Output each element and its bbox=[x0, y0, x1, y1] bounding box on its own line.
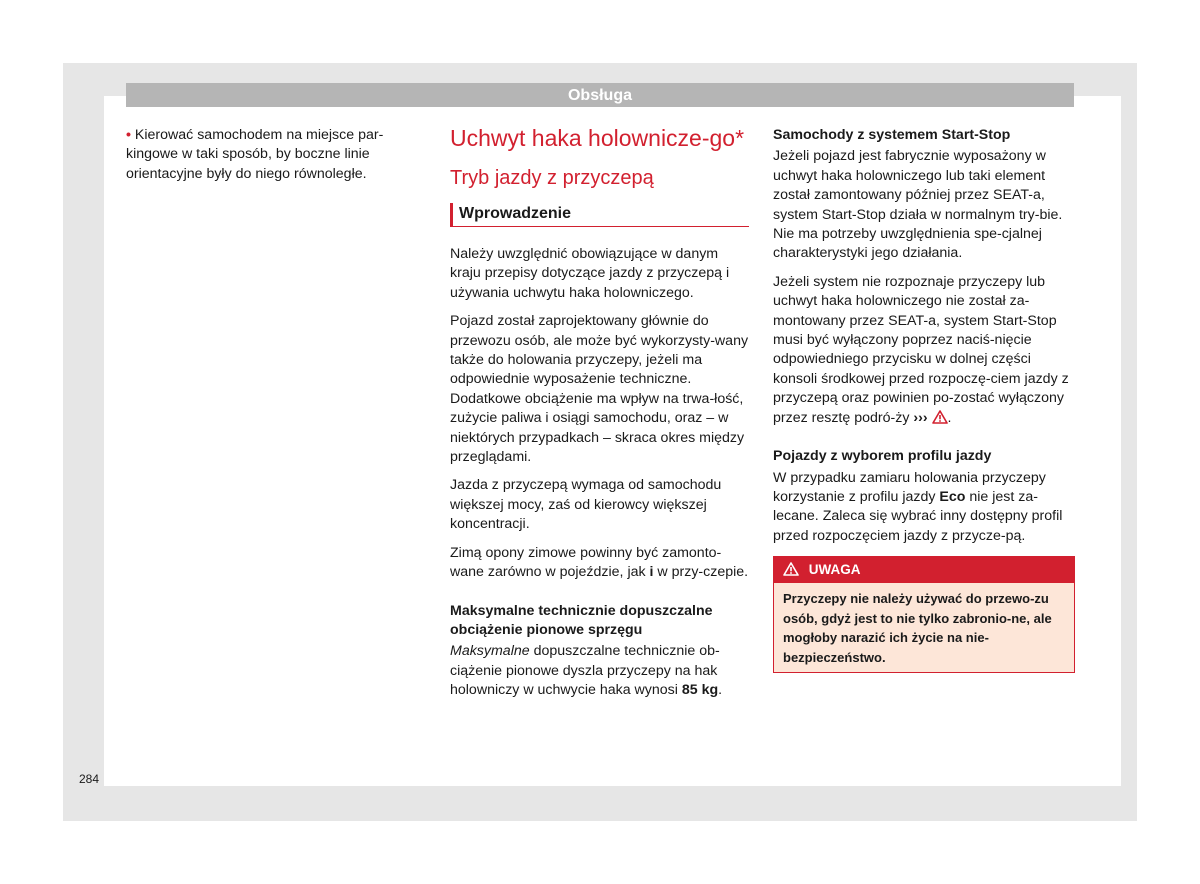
paragraph: Jazda z przyczepą wymaga od samochodu większej mocy, zaś od kierowcy większej koncentracji. bbox=[450, 477, 722, 533]
paragraph-text: w przy-czepie. bbox=[653, 564, 749, 581]
paragraph: Jeżeli pojazd jest fabrycznie wyposażony w uchwyt haka holowniczego lub taki element został zamontowany później przez SEAT-a, system Start-Stop działa w normalnym try-bie. Nie ma potrzeby uwzględnienia spe-cjalnej charakterystyki jego działania. bbox=[773, 148, 1063, 262]
bold-text: Eco bbox=[939, 488, 966, 505]
paragraph-text: nie jest za-lecane. Zaleca się wybrać inny dostępny profil przed rozpoczęciem jazdy z przycze-pą. bbox=[773, 488, 1063, 544]
column-right bbox=[773, 126, 1075, 673]
paragraph bbox=[773, 469, 1075, 547]
paragraph-text: dopuszczalne technicznie ob-ciążenie pionowe dyszla przyczepy na hak holowniczy w uchwycie haka wynosi bbox=[450, 643, 720, 699]
bullet-item bbox=[126, 126, 416, 184]
italic-text: Maksymalne bbox=[450, 643, 530, 660]
paragraph-text: . bbox=[718, 682, 723, 699]
page-number: 284 bbox=[79, 772, 100, 786]
bold-text: 85 kg bbox=[681, 682, 719, 699]
warning-text: Przyczepy nie należy używać do przewo-zu osób, gdyż jest to nie tylko zabronio-ne, ale mogłoby narazić ich życie na nie-bezpieczeństwo. bbox=[774, 583, 1074, 672]
subheading: Pojazdy z wyborem profilu jazdy bbox=[773, 448, 992, 465]
warning-box bbox=[773, 556, 1075, 673]
section-header-bar: Obsługa bbox=[126, 83, 1074, 107]
cross-reference-arrows[interactable]: ››› bbox=[913, 409, 928, 426]
warning-triangle-icon[interactable] bbox=[932, 410, 948, 424]
paragraph bbox=[450, 642, 752, 700]
chapter-title: Uchwyt haka holownicze-go* bbox=[450, 125, 745, 151]
paragraph-text: W przypadku zamiaru holowania przyczepy korzystanie z profilu jazdy bbox=[773, 469, 1046, 505]
column-middle bbox=[450, 124, 752, 710]
paragraph bbox=[773, 273, 1075, 428]
column-left bbox=[126, 126, 416, 193]
warning-header bbox=[774, 557, 1074, 583]
subsection-title: Wprowadzenie bbox=[450, 203, 749, 227]
subheading: Samochody z systemem Start-Stop bbox=[773, 127, 1011, 143]
paragraph-text: . bbox=[947, 409, 952, 426]
bullet-text: Kierować samochodem na miejsce par-kingowe w taki sposób, by boczne linie orientacyjne były do niego równoległe. bbox=[126, 127, 384, 182]
paragraph-text: Zimą opony zimowe powinny być zamonto-wane zarówno w pojeździe, jak bbox=[450, 544, 722, 581]
section-title: Tryb jazdy z przyczepą bbox=[450, 167, 654, 189]
subheading: Maksymalne technicznie dopuszczalne obciążenie pionowe sprzęgu bbox=[450, 602, 713, 638]
bullet-icon: • bbox=[126, 127, 131, 143]
warning-title: UWAGA bbox=[808, 562, 861, 578]
paragraph: Należy uwzględnić obowiązujące w danym kraju przepisy dotyczące jazdy z przyczepą i używania uchwytu haka holowniczego. bbox=[450, 246, 730, 301]
bold-text: i bbox=[649, 564, 654, 581]
warning-triangle-icon bbox=[783, 562, 799, 576]
paragraph bbox=[450, 544, 752, 583]
paragraph: Pojazd został zaprojektowany głównie do przewozu osób, ale może być wykorzysty-wany także do holowania przyczepy, jeżeli ma odpowiednie wyposażenie techniczne. Dodatkowe obciążenie ma wpływ na trwa-łość, zużycie paliwa i osiągi samochodu, oraz – w niektórych przypadkach – skraca okres między przeglądami. bbox=[450, 313, 749, 466]
paragraph-text: Jeżeli system nie rozpoznaje przyczepy lub uchwyt haka holowniczego nie został za-montowany przez SEAT-a, system Start-Stop musi być wyłączony poprzez naciś-nięcie odpowiedniego przycisku w dolnej części konsoli środkowej przed rozpoczę-ciem jazdy z przyczepą oraz powinien po-zostać wyłączony przez resztę podró-ży bbox=[773, 273, 1069, 426]
